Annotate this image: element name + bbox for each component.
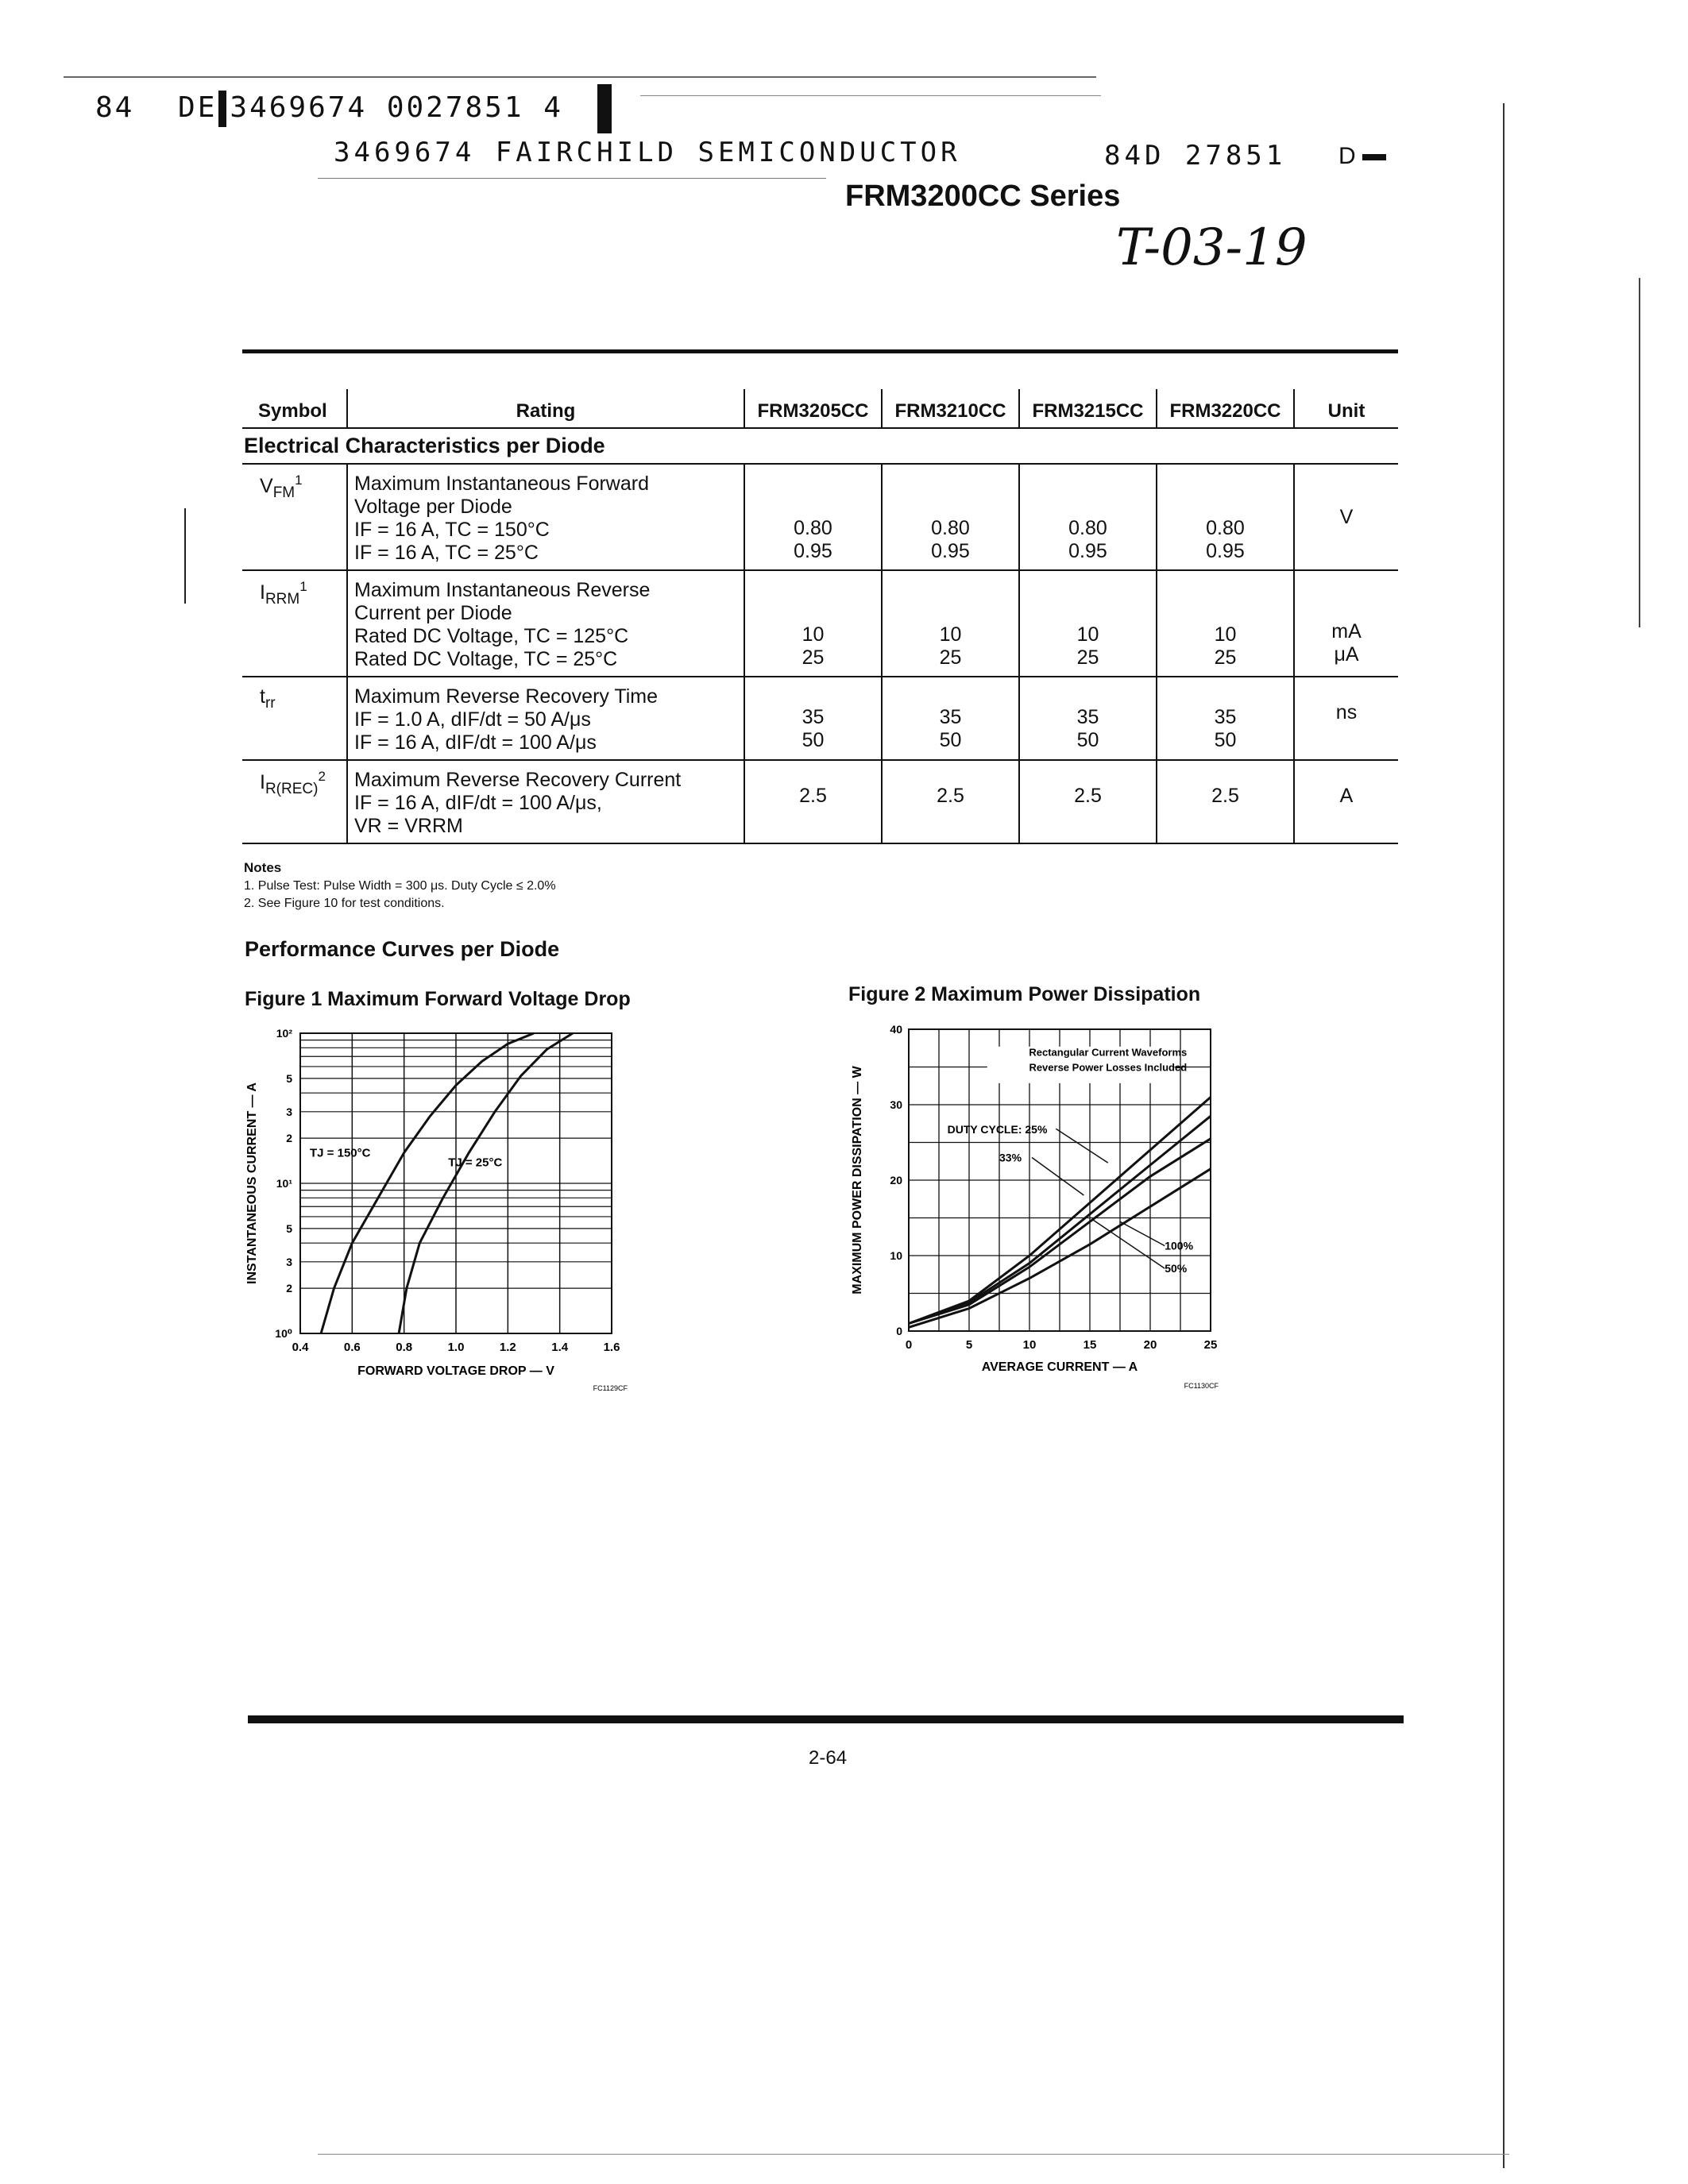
symbol-cell: $I_{R(REC)}^2$ [242, 760, 347, 843]
notes [244, 859, 556, 913]
series-label: 50% [1165, 1261, 1188, 1275]
col-frm3215cc: FRM3215CC [1019, 389, 1157, 428]
series-leader [1032, 1158, 1083, 1196]
table-row [242, 677, 1398, 760]
x-tick-label: 0 [905, 1338, 913, 1352]
figure-2-title: Figure 2 Maximum Power Dissipation [848, 983, 1201, 1005]
table-row [242, 570, 1398, 677]
x-axis-label: AVERAGE CURRENT — A [981, 1360, 1138, 1374]
performance-title: Performance Curves per Diode [245, 937, 560, 961]
y-tick-label: 40 [890, 1023, 902, 1036]
rating-cell: Maximum Reverse Recovery Current IF = 16 A, dIF/dt = 100 A/μs, VR = VRRM [347, 760, 744, 843]
x-tick-label: 0.6 [343, 1341, 361, 1354]
y-axis-label: INSTANTANEOUS CURRENT — A [245, 1082, 259, 1284]
y-tick-label: 3 [286, 1255, 292, 1268]
table-row [242, 464, 1398, 570]
header-code-c: 4 [543, 91, 563, 124]
section-row [242, 428, 1398, 464]
figure-code: FC1129CF [593, 1384, 628, 1392]
x-tick-label: 1.4 [551, 1341, 569, 1354]
table-top-rule [242, 349, 1398, 353]
col-rating: Rating [347, 389, 744, 428]
black-block [218, 91, 226, 127]
value-cell: 10 25 [744, 570, 882, 677]
header-code-b: 0027851 [386, 91, 524, 124]
header-code-de: DE [178, 91, 218, 124]
rating-cell: Maximum Instantaneous Reverse Current per Diode Rated DC Voltage, TC = 125°C Rated DC Voltage, TC = 25°C [347, 570, 744, 677]
scan-top-rule [64, 76, 1096, 78]
legend-line-2: Reverse Power Losses Included [1029, 1061, 1188, 1074]
company-name: FAIRCHILD SEMICONDUCTOR [495, 137, 961, 168]
y-tick-label: 10 [890, 1249, 902, 1262]
y-tick-label: 3 [286, 1105, 292, 1118]
y-tick-label: 5 [286, 1221, 292, 1235]
figure-1-title: Figure 1 Maximum Forward Voltage Drop [245, 988, 631, 1010]
series-title: FRM3200CC Series [845, 179, 1121, 213]
legend-line-1: Rectangular Current Waveforms [1029, 1046, 1188, 1059]
scan-line-right [1639, 278, 1640, 627]
table-row [242, 760, 1398, 843]
x-tick-label: 15 [1083, 1338, 1097, 1352]
value-cell: 35 50 [1019, 677, 1157, 760]
x-tick-label: 0.4 [292, 1341, 309, 1354]
ref-bar [1362, 154, 1386, 160]
x-tick-label: 1.2 [499, 1341, 516, 1354]
handwritten-code: T-03-19 [1116, 218, 1308, 277]
y-tick-label: 10⁰ [275, 1327, 292, 1340]
x-tick-label: 25 [1203, 1338, 1218, 1352]
series-label: 100% [1165, 1239, 1194, 1252]
rating-cell: Maximum Instantaneous Forward Voltage per Diode IF = 16 A, TC = 150°C IF = 16 A, TC = 25°C [347, 464, 744, 570]
page-number: 2-64 [809, 1747, 848, 1769]
value-cell: 10 25 [1019, 570, 1157, 677]
unit-cell: mA μA [1294, 570, 1398, 677]
value-cell: 0.80 0.95 [744, 464, 882, 570]
y-tick-label: 0 [896, 1325, 902, 1337]
scan-rule-right [640, 95, 1101, 96]
x-tick-label: 1.0 [447, 1341, 465, 1354]
unit-cell: ns [1294, 677, 1398, 760]
value-cell: 10 25 [882, 570, 1019, 677]
table-header-row [242, 389, 1398, 428]
col-frm3205cc: FRM3205CC [744, 389, 882, 428]
header-line-1 [95, 84, 612, 133]
series-label: 33% [999, 1151, 1022, 1164]
x-tick-label: 1.6 [603, 1341, 620, 1354]
symbol-cell: $V_{FM}^1$ [242, 464, 347, 570]
y-tick-label: 2 [286, 1132, 292, 1145]
x-axis-label: FORWARD VOLTAGE DROP — V [357, 1364, 554, 1378]
value-cell: 0.80 0.95 [1157, 464, 1294, 570]
y-tick-label: 20 [890, 1174, 902, 1187]
y-tick-label: 10² [276, 1027, 292, 1040]
y-tick-label: 30 [890, 1098, 902, 1111]
value-cell: 0.80 0.95 [1019, 464, 1157, 570]
unit-cell: V [1294, 464, 1398, 570]
ratings-table [242, 389, 1398, 844]
value-cell: 35 50 [1157, 677, 1294, 760]
value-cell: 2.5 [1157, 760, 1294, 843]
col-unit: Unit [1294, 389, 1398, 428]
note-2: 2. See Figure 10 for test conditions. [244, 897, 445, 910]
notes-title: Notes [244, 860, 282, 875]
annotation-tj25: TJ = 25°C [448, 1156, 503, 1170]
value-cell: 2.5 [882, 760, 1019, 843]
value-cell: 35 50 [744, 677, 882, 760]
series-label: DUTY CYCLE: 25% [947, 1123, 1048, 1136]
y-tick-label: 5 [286, 1071, 292, 1085]
header-code-a: 3469674 [230, 91, 368, 124]
annotation-tj150: TJ = 150°C [310, 1146, 371, 1160]
note-1: 1. Pulse Test: Pulse Width = 300 μs. Duty Cycle ≤ 2.0% [244, 879, 556, 893]
bottom-rule [248, 1715, 1404, 1723]
value-cell: 2.5 [744, 760, 882, 843]
unit-cell: A [1294, 760, 1398, 843]
y-tick-label: 10¹ [276, 1177, 292, 1190]
symbol-cell: $I_{RRM}^1$ [242, 570, 347, 677]
figure-1-chart [238, 1021, 651, 1410]
value-cell: 0.80 0.95 [882, 464, 1019, 570]
y-axis-label: MAXIMUM POWER DISSIPATION — W [851, 1066, 864, 1295]
symbol-cell: $t_{rr}$ [242, 677, 347, 760]
scan-line-right-2 [1503, 103, 1505, 2168]
company-line [334, 137, 961, 168]
x-tick-label: 5 [965, 1338, 973, 1352]
company-code: 3469674 [334, 137, 476, 168]
rating-cell: Maximum Reverse Recovery Time IF = 1.0 A, dIF/dt = 50 A/μs IF = 16 A, dIF/dt = 100 A/μs [347, 677, 744, 760]
black-block-2 [597, 84, 612, 133]
ref-code: 84D 27851 [1104, 140, 1287, 172]
figure-2-chart [842, 1017, 1239, 1406]
value-cell: 35 50 [882, 677, 1019, 760]
ref-suffix: D [1338, 143, 1386, 170]
value-cell: 10 25 [1157, 570, 1294, 677]
scan-line-left [184, 508, 186, 604]
col-frm3210cc: FRM3210CC [882, 389, 1019, 428]
x-tick-label: 20 [1143, 1338, 1157, 1352]
value-cell: 2.5 [1019, 760, 1157, 843]
scan-bottom-rule [318, 2154, 1509, 2155]
figure-code: FC1130CF [1184, 1382, 1219, 1390]
series-leader [1056, 1129, 1107, 1163]
header-code-84: 84 [95, 91, 135, 124]
col-symbol: Symbol [242, 389, 347, 428]
header-underline [318, 178, 826, 179]
y-tick-label: 2 [286, 1282, 292, 1295]
x-tick-label: 0.8 [396, 1341, 413, 1354]
col-frm3220cc: FRM3220CC [1157, 389, 1294, 428]
section-title: Electrical Characteristics per Diode [242, 428, 1398, 464]
x-tick-label: 10 [1022, 1338, 1037, 1352]
